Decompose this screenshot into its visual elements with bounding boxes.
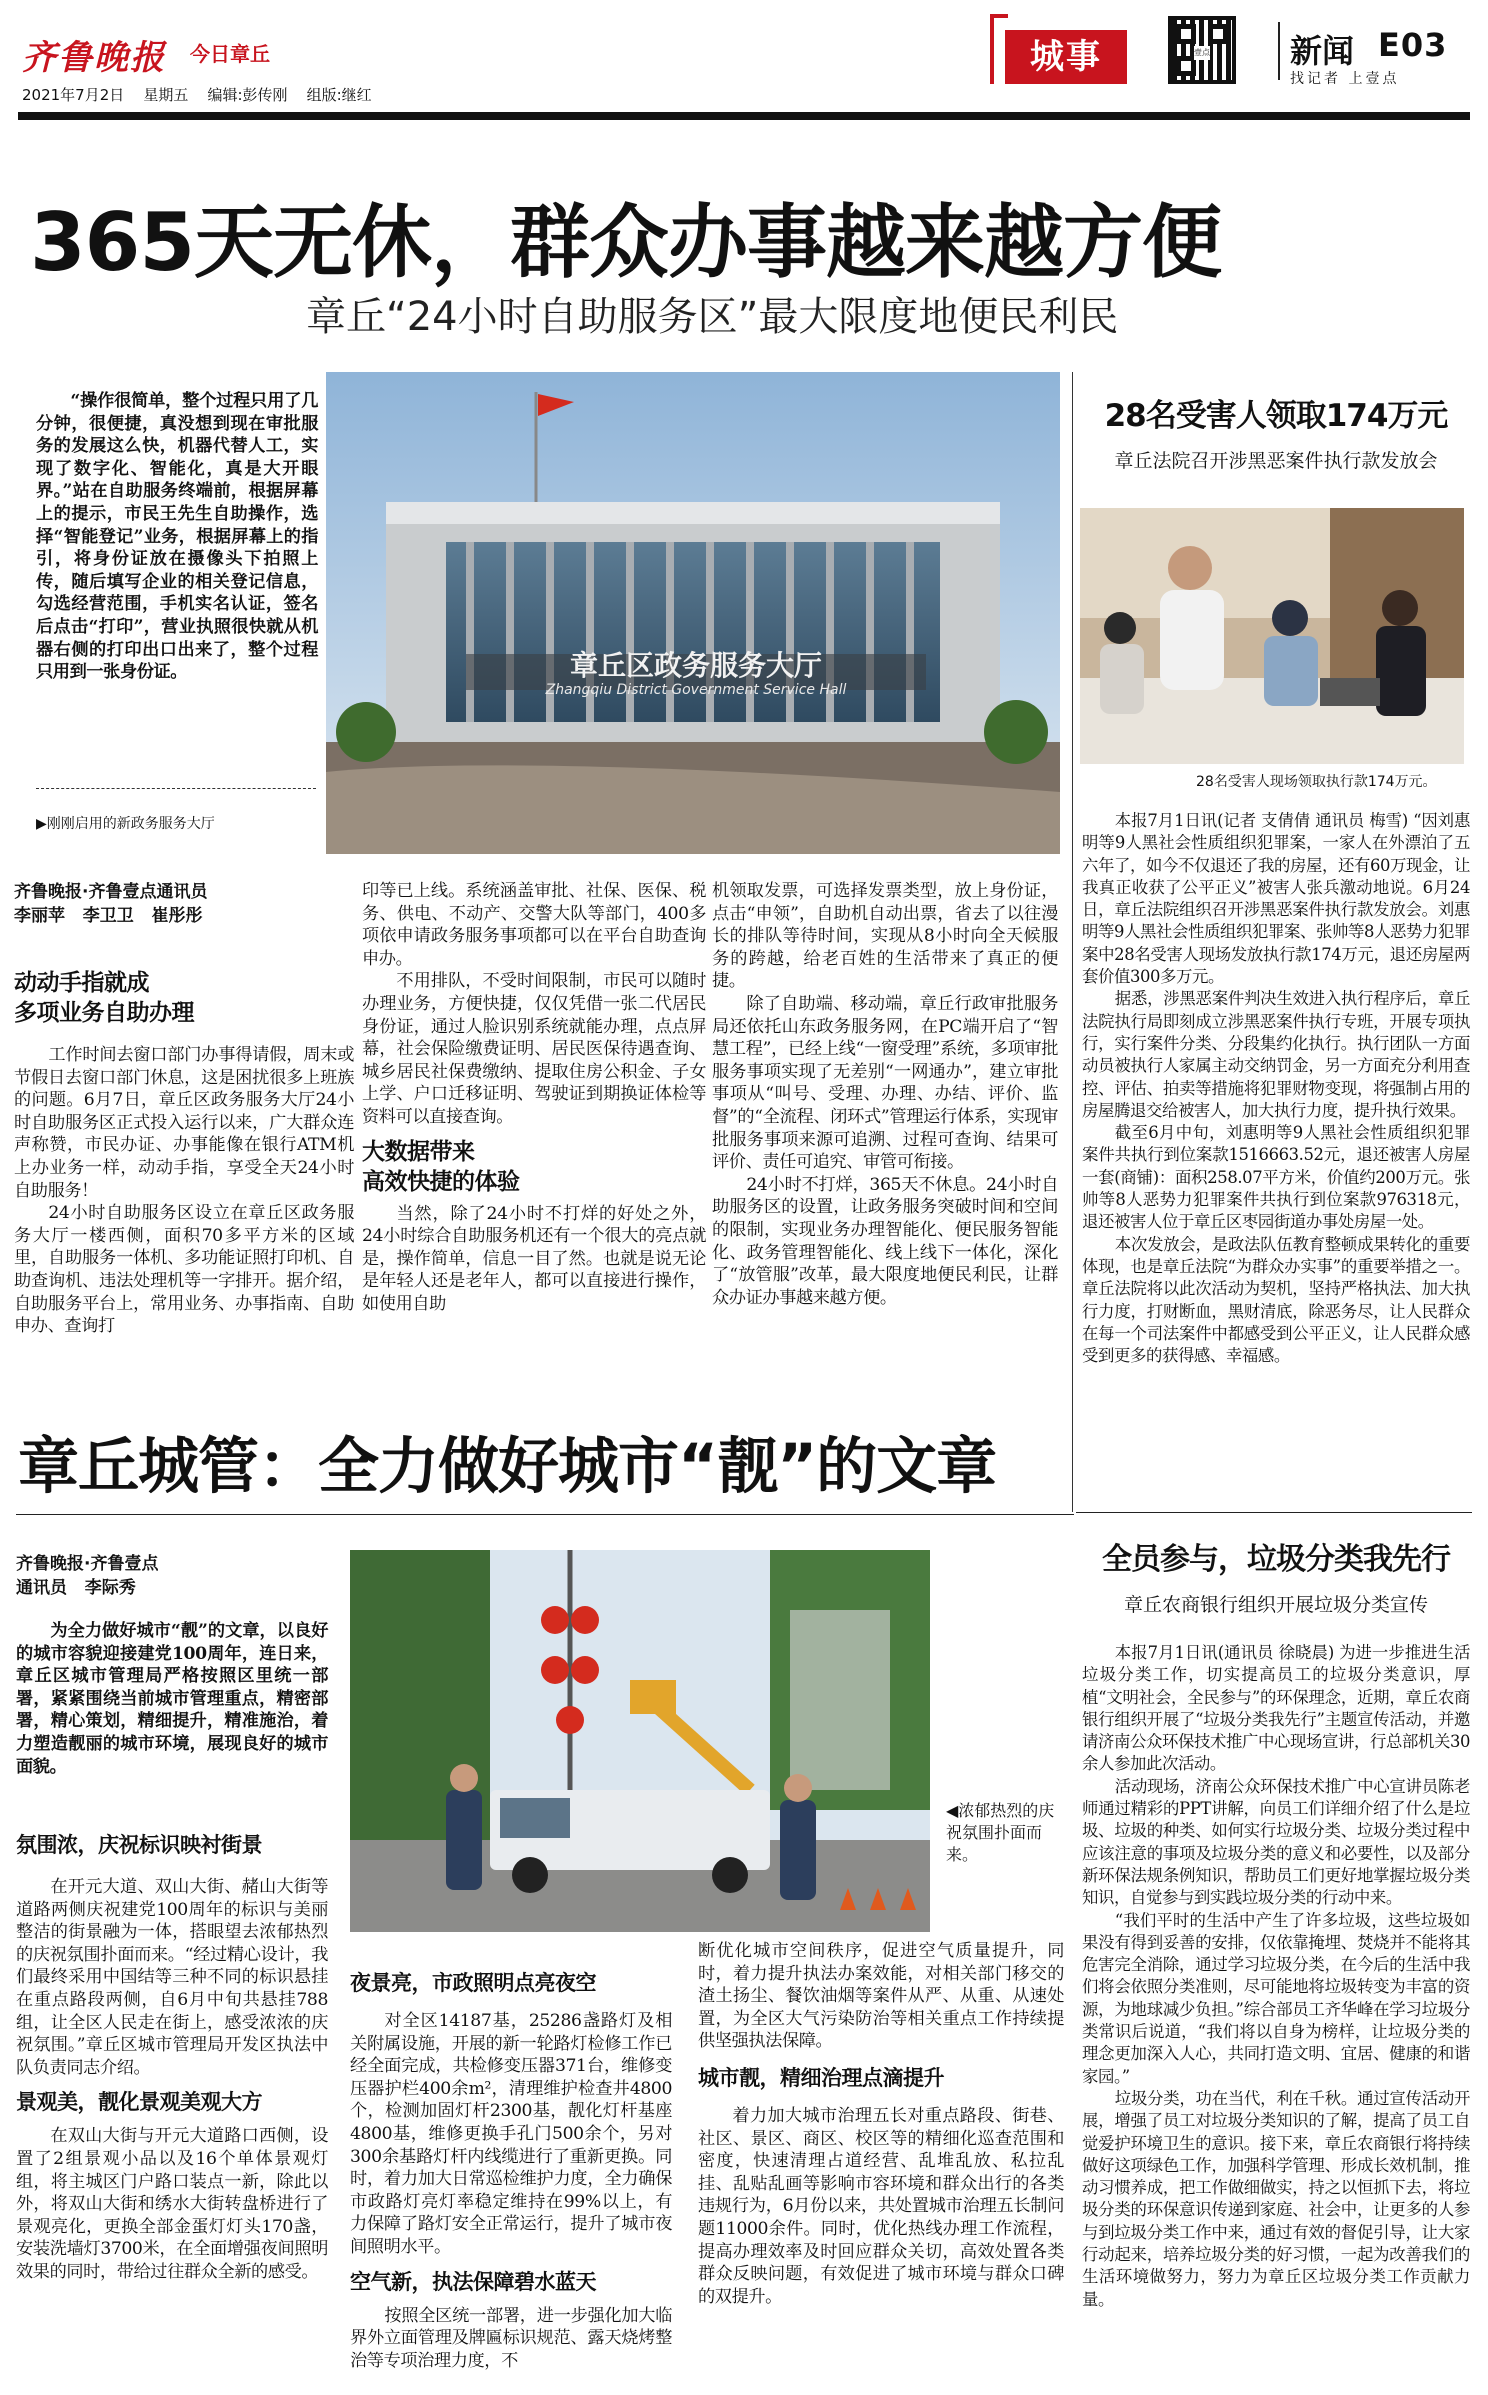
article3-col3 xyxy=(698,1940,1064,2308)
page-label: 新闻 xyxy=(1290,32,1355,70)
article3-title: 章丘城管：全力做好城市“靓”的文章 xyxy=(18,1431,997,1502)
paper-name: 齐鲁晚报 xyxy=(22,38,166,78)
article2-body xyxy=(1082,810,1470,1367)
layout-editor: 组版:继红 xyxy=(306,86,372,104)
article1-subtitle: 章丘“24小时自助服务区”最大限度地便民利民 xyxy=(306,294,1119,340)
article1-title: 365天无休，群众办事越来越方便 xyxy=(30,196,1221,289)
article1-byline-org: 齐鲁晚报·齐鲁壹点通讯员 xyxy=(14,882,208,902)
article1-subhead-2: 大数据带来 高效快捷的体验 xyxy=(362,1138,520,1195)
article1-lead-rule xyxy=(36,788,316,789)
header-rule xyxy=(18,112,1470,120)
article3-subhead-5: 城市靓，精细治理点滴提升 xyxy=(698,2065,944,2090)
article3-col3-p1: 断优化城市空间秩序，促进空气质量提升，同时，着力提升执法办案效能，对相关部门移交的渣土扬尘、餐饮油烟等案件从严、从重、从速处置，为全区大气污染防治等相关重点工作持续提供坚强执法保障。 xyxy=(698,1941,1064,2052)
slogan: 找记者 上壹点 xyxy=(1290,71,1400,87)
article1-photo-government-hall xyxy=(326,372,1060,854)
building-sign: 章丘区政务服务大厅 xyxy=(569,649,823,682)
article4-p1: 本报7月1日讯(通讯员 徐晓晨) 为进一步推进生活垃圾分类工作，切实提高员工的垃圾分类意识，厚植“文明社会，全民参与”的环保理念，近期，章丘农商银行组织开展了“垃圾分类我先行”主题宣传活动，并邀请济南公众环保技术推广中心现场宣讲，行总部机关30余人参加此次活动。 xyxy=(1082,1643,1470,1774)
article3-subhead-2: 景观美，靓化景观美观大方 xyxy=(16,2090,262,2115)
government-hall-illustration xyxy=(326,372,1060,854)
article1-byline xyxy=(14,880,207,928)
article3-col2-p1: 对全区14187基，25286盏路灯及相关附属设施，开展的新一轮路灯检修工作已经全面完成，共检修变压器371台，维修变压器护栏400余m²，清理维护检查井4800个，检测加固灯杆2300基，靓化灯杆基座4800基，维修更换手孔门500余个，另对300余基路灯杆内线缆进行了重新更换。同时，着力加大日常巡检维护力度，全力确保市政路灯亮灯率稳定维持在99%以上，有力保障了路灯安全正常运行，提升了城市夜间照明水平。 xyxy=(350,2011,672,2257)
article1-col1 xyxy=(14,1044,354,1338)
article1-photo-caption: ▶刚刚启用的新政务服务大厅 xyxy=(36,816,215,832)
article1-col1-p1: 工作时间去窗口部门办事得请假，周末或节假日去窗口部门休息，这是困扰很多上班族的问题。6月7日，章丘区政务服务大厅24小时自助服务区正式投入运行以来，广大群众连声称赞，市民办证、办事能像在银行ATM机上办业务一样，动动手指，享受全天24小时自助服务！ xyxy=(14,1045,354,1201)
article1-col3-p1: 机领取发票，可选择发票类型，放上身份证，点击“申领”，自助机自动出票，省去了以往漫长的排队等待时间，实现从8小时向全天候服务的跨越，给老百姓的生活带来了真正的便捷。 xyxy=(712,881,1058,992)
article3-col1-p1: 在开元大道、双山大街、赭山大街等道路两侧庆祝建党100周年的标识与美丽整洁的街景融为一体，搭眼望去浓郁热烈的庆祝氛围扑面而来。“经过精心设计，我们最终采用中国结等三种不同的标识悬挂在重点路段两侧，自6月中旬共悬挂788组，让全区人民走在街上，感受浓浓的庆祝氛围。”章丘区城市管理局开发区执法中队负责同志介绍。 xyxy=(16,1877,328,2078)
article4-p2: 活动现场，济南公众环保技术推广中心宣讲员陈老师通过精彩的PPT讲解，向员工们详细介绍了什么是垃圾、垃圾的种类、如何实行垃圾分类、垃圾分类过程中应该注意的事项及垃圾分类的意义和必要性，以及部分新环保法规条例知识，帮助员工们更好地掌握垃圾分类知识，自觉参与到实践垃圾分类的行动中来。 xyxy=(1082,1776,1470,1908)
article1-col2-p1: 印等已上线。系统涵盖审批、社保、医保、税务、供电、不动产、交警大队等部门，400多项依申请政务服务事项都可以在平台自助查询申办。 xyxy=(362,881,706,969)
article2-p1: 本报7月1日讯(记者 支倩倩 通讯员 梅雪) “因刘惠明等9人黑社会性质组织犯罪案，一家人在外漂泊了五六年了，如今不仅退还了我的房屋，还有60万现金，让我真正收获了公平正义”被害人张兵激动地说。6月24日，章丘法院组织召开涉黑恶案件执行款发放会。刘惠明等9人黑社会性质组织犯罪案、张帅等8人恶势力犯罪案中28名受害人现场发放执行款174万元，退还房屋两套价值300多万元。 xyxy=(1082,811,1470,987)
article4-p4: 垃圾分类，功在当代，利在千秋。通过宣传活动开展，增强了员工对垃圾分类知识的了解，提高了员工自觉爱护环境卫生的意识。接下来，章丘农商银行将持续做好这项绿色工作，加强科学管理、形成长效机制，推动习惯养成，把工作做细做实，持之以恒抓下去，将垃圾分类的环保意识传递到家庭、社会中，让更多的人参与到垃圾分类工作中来，通过有效的督促引导，让大家行动起来，培养垃圾分类的好习惯，一起为改善我们的生活环境做努力，努力为章丘区垃圾分类工作贡献力量。 xyxy=(1082,2088,1470,2309)
article3-photo-street xyxy=(350,1550,930,1932)
building-sign-en: Zhangqiu District Government Service Hall xyxy=(545,682,847,698)
article3-col2-p2: 按照全区统一部署，进一步强化加大临界外立面管理及牌匾标识规范、露天烧烤整治等专项治理力度，不 xyxy=(350,2305,672,2371)
article3-title-rule xyxy=(16,1514,1074,1515)
article1-lead: “操作很简单，整个过程只用了几分钟，很便捷，真没想到现在审批服务的发展这么快，机器代替人工，实现了数字化、智能化，真是大开眼界。”站在自助服务终端前，根据屏幕上的提示，市民王先生自助操作，选择“智能登记”业务，根据屏幕上的指引，将身份证放在摄像头下拍照上传，随后填写企业的相关登记信息，勾选经营范围，手机实名认证，签名后点击“打印”，营业执照很快就从机器右侧的打印出口出来了，整个过程只用到一张身份证。 xyxy=(36,391,318,683)
editor: 编辑:彭传刚 xyxy=(207,86,288,104)
article3-subhead-4: 空气新，执法保障碧水蓝天 xyxy=(350,2269,596,2294)
article2-subtitle: 章丘法院召开涉黑恶案件执行款发放会 xyxy=(1114,450,1438,472)
article4-body xyxy=(1082,1642,1470,2311)
qr-label: 壹点 xyxy=(1194,46,1210,60)
article1-byline-names: 李丽苹 李卫卫 崔彤彤 xyxy=(14,906,203,926)
article2-title: 28名受害人领取174万元 xyxy=(1104,398,1448,434)
qr-code-icon xyxy=(1168,16,1236,84)
article3-col3-p2: 着力加大城市治理五长对重点路段、街巷、社区、景区、商区、校区等的精细化巡查范围和密度，快速清理占道经营、乱堆乱放、私拉乱挂、乱贴乱画等影响市容环境和群众出行的各类违规行为，6月份以来，共处置城市治理五长制问题11000余件。同时，优化热线办理工作流程，提高办理效率及时回应群众关切，高效处置各类群众反映问题，有效促进了城市环境与群众口碑的双提升。 xyxy=(698,2105,1064,2307)
article4-title: 全员参与，垃圾分类我先行 xyxy=(1102,1542,1450,1577)
article1-lead-box xyxy=(36,390,318,785)
header-divider-vertical xyxy=(1278,22,1280,80)
article3-byline xyxy=(16,1552,158,1600)
court-payout-illustration xyxy=(1080,508,1464,764)
article1-col1-p2: 24小时自助服务区设立在章丘区政务服务大厅一楼西侧，面积70多平方米的区域里，自助服务一体机、多功能证照打印机、自助查询机、违法处理机等一字排开。据介绍，自助服务平台上，常用业务、办事指南、自助申办、查询打 xyxy=(14,1203,354,1337)
article2-p4: 本次发放会，是政法队伍教育整顿成果转化的重要体现，也是章丘法院“为群众办实事”的重要举措之一。章丘法院将以此次活动为契机，坚持严格执法、加大执行力度，打财断血，黑财清底，除恶务尽，让人民群众在每一个司法案件中都感受到公平正义，让人民群众感受到更多的获得感、幸福感。 xyxy=(1082,1234,1470,1366)
article4-top-rule xyxy=(1076,1512,1472,1513)
section-tag: 城事 xyxy=(1005,30,1127,84)
page-number: E03 xyxy=(1378,26,1448,64)
article1-col2-p3: 当然，除了24小时不打烊的好处之外，24小时综合自助服务机还有一个很大的亮点就是，操作简单，信息一目了然。也就是说无论是年轻人还是老年人，都可以直接进行操作，如使用自助 xyxy=(362,1203,706,1314)
article3-col1 xyxy=(16,1876,328,2284)
article3-subhead-1: 氛围浓，庆祝标识映衬街景 xyxy=(16,1833,262,1857)
article3-col2 xyxy=(350,2010,672,2372)
dateline xyxy=(22,84,372,105)
article2-p3: 截至6月中旬，刘惠明等9人黑社会性质组织犯罪案件共执行到位案款1516663.52元，退还被害人房屋一套(商铺)：面积258.07平方米，价值约200万元。张帅等8人恶势力犯罪案件共执行到位案款976318元，退还被害人位于章丘区枣园街道办事处房屋一处。 xyxy=(1082,1123,1470,1232)
article3-col1-p2: 在双山大街与开元大道路口西侧，设置了2组景观小品以及16个单体景观灯组，将主城区门户路口装点一新，除此以外，将双山大街和绣水大街转盘桥进行了景观亮化，更换全部金蛋灯灯头170盏，安装洗墙灯3700米，在全面增强夜间照明效果的同时，带给过往群众全新的感受。 xyxy=(16,2126,328,2282)
article3-byline-org: 齐鲁晚报·齐鲁壹点 xyxy=(16,1554,159,1574)
article4-subtitle: 章丘农商银行组织开展垃圾分类宣传 xyxy=(1123,1594,1428,1616)
article1-col3-p3: 24小时不打烊，365天不休息。24小时自助服务区的设置，让政务服务突破时间和空间的限制，实现业务办理智能化、便民服务智能化、政务管理智能化、线上线下一体化，深化了“放管服”改革，最大限度地便民利民，让群众办证办事越来越方便。 xyxy=(712,1174,1058,1308)
article3-lead: 为全力做好城市“靓”的文章，以良好的城市容貌迎接建党100周年，连日来，章丘区城市管理局严格按照区里统一部署，紧紧围绕当前城市管理重点，精密部署，精心策划，精细提升，精准施治，着力塑造靓丽的城市环境，展现良好的城市面貌。 xyxy=(16,1621,328,1777)
article1-col3 xyxy=(712,880,1058,1309)
edition-name: 今日章丘 xyxy=(190,42,270,66)
article3-subhead-3: 夜景亮，市政照明点亮夜空 xyxy=(350,1971,596,1995)
weekday: 星期五 xyxy=(143,86,189,104)
article1-col3-p2: 除了自助端、移动端，章丘行政审批服务局还依托山东政务服务网，在PC端开启了“智慧工程”，已经上线“一窗受理”系统，多项审批服务事项实现了无差别“一网通办”，建立审批事项从“叫号、受理、办理、办结、评价、监督”的“全流程、闭环式”管理运行体系，实现审批服务事项来源可追溯、过程可查询、结果可评价、责任可追究、审管可衔接。 xyxy=(712,993,1058,1173)
article3-byline-name: 通讯员 李际秀 xyxy=(16,1578,136,1598)
article3-photo-caption: ◀浓郁热烈的庆祝氛围扑面而来。 xyxy=(946,1801,1055,1864)
article2-photo-caption: 28名受害人现场领取执行款174万元。 xyxy=(1196,774,1437,790)
article2-photo-court xyxy=(1080,508,1464,764)
street-maintenance-illustration xyxy=(350,1550,930,1932)
article3-lead-box xyxy=(16,1620,328,1778)
article1-col2 xyxy=(362,880,706,1316)
article2-p2: 据悉，涉黑恶案件判决生效进入执行程序后，章丘法院执行局即刻成立涉黑恶案件执行专班，开展专项执行，实行案件分类、分段集约化执行。执行团队一方面动员被执行人家属主动交纳罚金，另一方面充分利用查控、评估、拍卖等措施将犯罪财物变现，将强制占用的房屋腾退交给被害人，加大执行力度，提升执行效果。 xyxy=(1082,989,1470,1120)
article1-col2-p2: 不用排队，不受时间限制，市民可以随时办理业务，方便快捷，仅仅凭借一张二代居民身份证，通过人脸识别系统就能办理，点点屏幕，社会保险缴费证明、居民医保待遇查询、城乡居民社保费缴纳、提取住房公积金、子女上学、户口迁移证明、驾驶证到期换证体检等资料可以直接查询。 xyxy=(362,971,706,1127)
article1-subhead-1: 动动手指就成 多项业务自助办理 xyxy=(14,970,194,1026)
date: 2021年7月2日 xyxy=(22,86,125,104)
article4-p3: “我们平时的生活中产生了许多垃圾，这些垃圾如果没有得到妥善的安排，仅依靠掩埋、焚烧并不能将其危害完全消除，通过学习垃圾分类，在今后的生活中我们将会依照分类准则，尽可能地将垃圾转变为丰富的资源，为地球减少负担。”综合部员工齐华峰在学习垃圾分类常识后说道，“我们将以自身为榜样，让垃圾分类的理念更加深入人心，共同打造文明、宜居、健康的和谐家园。” xyxy=(1082,1910,1470,2086)
column-divider xyxy=(1072,372,1073,1512)
masthead xyxy=(22,24,682,84)
